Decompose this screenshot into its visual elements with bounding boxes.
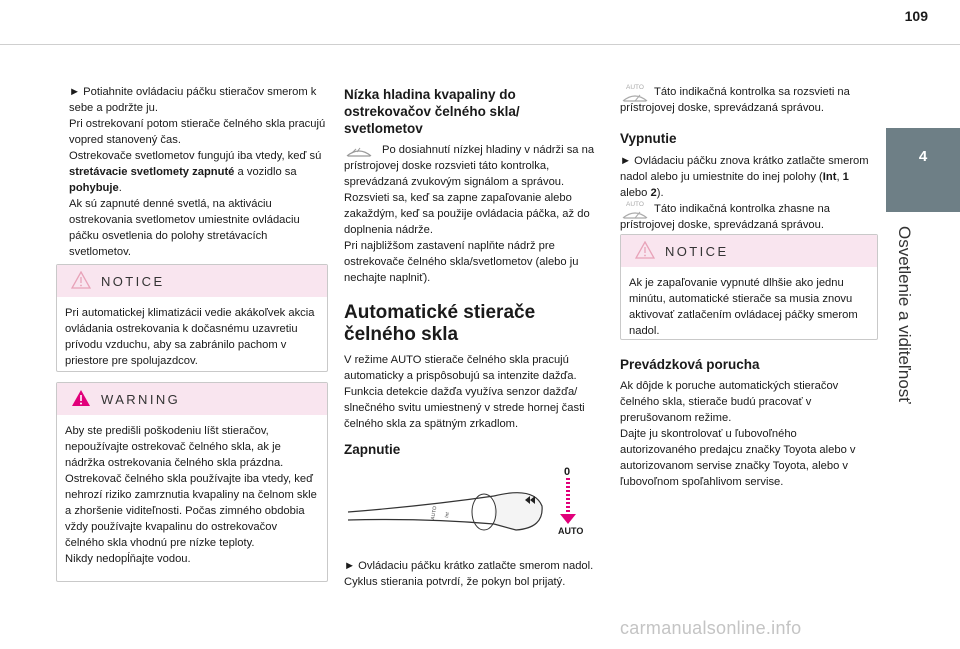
chapter-tab[interactable] bbox=[886, 128, 960, 212]
svg-text:Int: Int bbox=[444, 511, 451, 519]
notice-text: Pri automatickej klimatizácii vedie akákoľvek akcia ovládania ostrekovania k dočasnému uzavretiu prívodu vzduchu, aby sa zabránilo pachom v priestore pre spolujazdcov. bbox=[65, 307, 315, 367]
vypnutie-heading: Vypnutie bbox=[620, 131, 677, 146]
paragraph: Táto indikačná kontrolka sa rozsvieti na prístrojovej doske, sprevádzaná správou. bbox=[620, 86, 850, 114]
position-auto-label: AUTO bbox=[558, 526, 584, 536]
col2 bbox=[344, 86, 600, 286]
warning-header bbox=[57, 383, 327, 415]
paragraph: V režime AUTO stierače čelného skla pracujú automaticky a prispôsobujú sa intenzite dažďa. Funkcia detekcie dažďa využíva senzor dažďa/ slnečného svitu umiestnený v strede hornej časti čelného skla za spätným zrkadlom. bbox=[344, 354, 585, 430]
paragraph: Cyklus stierania potvrdí, že pokyn bol prijatý. bbox=[344, 576, 566, 588]
notice-box bbox=[620, 234, 878, 340]
warning-box bbox=[56, 382, 328, 582]
zapnutie-heading: Zapnutie bbox=[344, 442, 401, 457]
notice-triangle-icon bbox=[635, 241, 655, 264]
paragraph: Po dosiahnutí nízkej hladiny v nádrži sa na prístrojovej doske rozsvieti táto kontrolka, sprevádzaná zvukovým signálom a správou. bbox=[344, 144, 595, 188]
notice-header bbox=[57, 265, 327, 297]
chapter-tab-number: 4 bbox=[918, 148, 928, 165]
chapter-tab-title: Osvetlenie a viditeľnosť bbox=[895, 226, 914, 404]
col3-porucha-text bbox=[620, 378, 874, 490]
auto-wiper-indicator-icon: AUTO bbox=[620, 201, 650, 227]
paragraph: ► Potiahnite ovládaciu páčku stieračov smerom k sebe a podržte ju. bbox=[69, 86, 317, 114]
notice-box bbox=[56, 264, 328, 372]
notice-header bbox=[621, 235, 877, 267]
auto-wiper-indicator-icon: AUTO bbox=[620, 84, 650, 110]
washer-fluid-icon bbox=[344, 144, 374, 165]
paragraph: Táto indikačná kontrolka zhasne na prístrojovej doske, sprevádzaná správou. bbox=[620, 203, 831, 231]
position-zero-label: 0 bbox=[564, 466, 571, 478]
col1-text bbox=[69, 84, 327, 260]
notice-label: NOTICE bbox=[665, 244, 729, 259]
col2-zapnutie-text bbox=[344, 558, 600, 590]
paragraph: Pri najbližšom zastavení naplňte nádrž pre ostrekovače čelného skla/svetlometov (alebo ju nechajte naplniť). bbox=[344, 240, 579, 284]
paragraph: Dajte ju skontrolovať u ľubovoľného autorizovaného predajcu značky Toyota alebo v autorizovanom servise značky Toyota, alebo v ľubovoľnom spoľahlivom servise. bbox=[620, 428, 856, 488]
col3-vypnutie-text bbox=[620, 153, 872, 233]
auto-wipers-heading: Automatické stierače čelného skla bbox=[344, 302, 536, 345]
notice-text: Ak je zapaľovanie vypnuté dlhšie ako jednu minútu, automatické stierače sa musia znovu aktivovať zatlačením ovládacej páčky smerom nadol. bbox=[629, 277, 858, 337]
col3-top bbox=[620, 84, 872, 116]
wiper-stalk-illustration bbox=[344, 466, 584, 546]
paragraph: Rozsvieti sa, keď sa zapne zapaľovanie alebo zakaždým, keď sa použije ovládacia páčka, až do doplnenia nádrže. bbox=[344, 192, 590, 236]
warning-triangle-icon bbox=[71, 389, 91, 412]
watermark: carmanualsonline.info bbox=[620, 618, 802, 638]
porucha-heading: Prevádzková porucha bbox=[620, 357, 760, 372]
paragraph: Pri ostrekovaní potom stierače čelného skla pracujú vopred stanovený čas. bbox=[69, 118, 326, 146]
notice-triangle-icon bbox=[71, 271, 91, 294]
paragraph: ► Ovládaciu páčku znova krátko zatlačte smerom nadol alebo ju umiestnite do inej polohy (Int, 1 alebo 2). bbox=[620, 155, 869, 199]
paragraph: ► Ovládaciu páčku krátko zatlačte smerom nadol. bbox=[344, 560, 594, 572]
section-heading: Nízka hladina kvapaliny do ostrekovačov čelného skla/ svetlometov bbox=[344, 87, 520, 136]
header-divider bbox=[0, 44, 960, 45]
svg-text:AUTO: AUTO bbox=[430, 505, 439, 521]
paragraph: Ak dôjde k poruche automatických stieračov čelného skla, stierače budú pracovať v prerušovanom režime. bbox=[620, 380, 839, 424]
col2-auto-text bbox=[344, 352, 600, 432]
paragraph: Ak sú zapnuté denné svetlá, na aktiváciu ostrekovania svetlometov umiestnite ovládaciu páčku osvetlenia do polohy stretávacích svetlometov. bbox=[69, 198, 300, 258]
paragraph: Ostrekovače svetlometov fungujú iba vtedy, keď sú stretávacie svetlomety zapnuté a vozidlo sa pohybuje. bbox=[69, 150, 322, 194]
notice-label: NOTICE bbox=[101, 274, 165, 289]
warning-text: Aby ste predišli poškodeniu líšt stieračov, nepoužívajte ostrekovač čelného skla, ak je nádržka ostrekovania čelného skla prázdna. Ostrekovač čelného skla používajte iba vtedy, keď nehrozí riziko zamrznutia kvapaliny na čelnom skle a zhoršenie viditeľnosti. Počas zimného obdobia vždy používajte kvapalinu do ostrekovačov čelného skla vhodnú pre nízke teploty. Nikdy nedopĺňajte vodou. bbox=[65, 425, 317, 565]
page-number: 109 bbox=[904, 8, 928, 24]
warning-label: WARNING bbox=[101, 392, 181, 407]
